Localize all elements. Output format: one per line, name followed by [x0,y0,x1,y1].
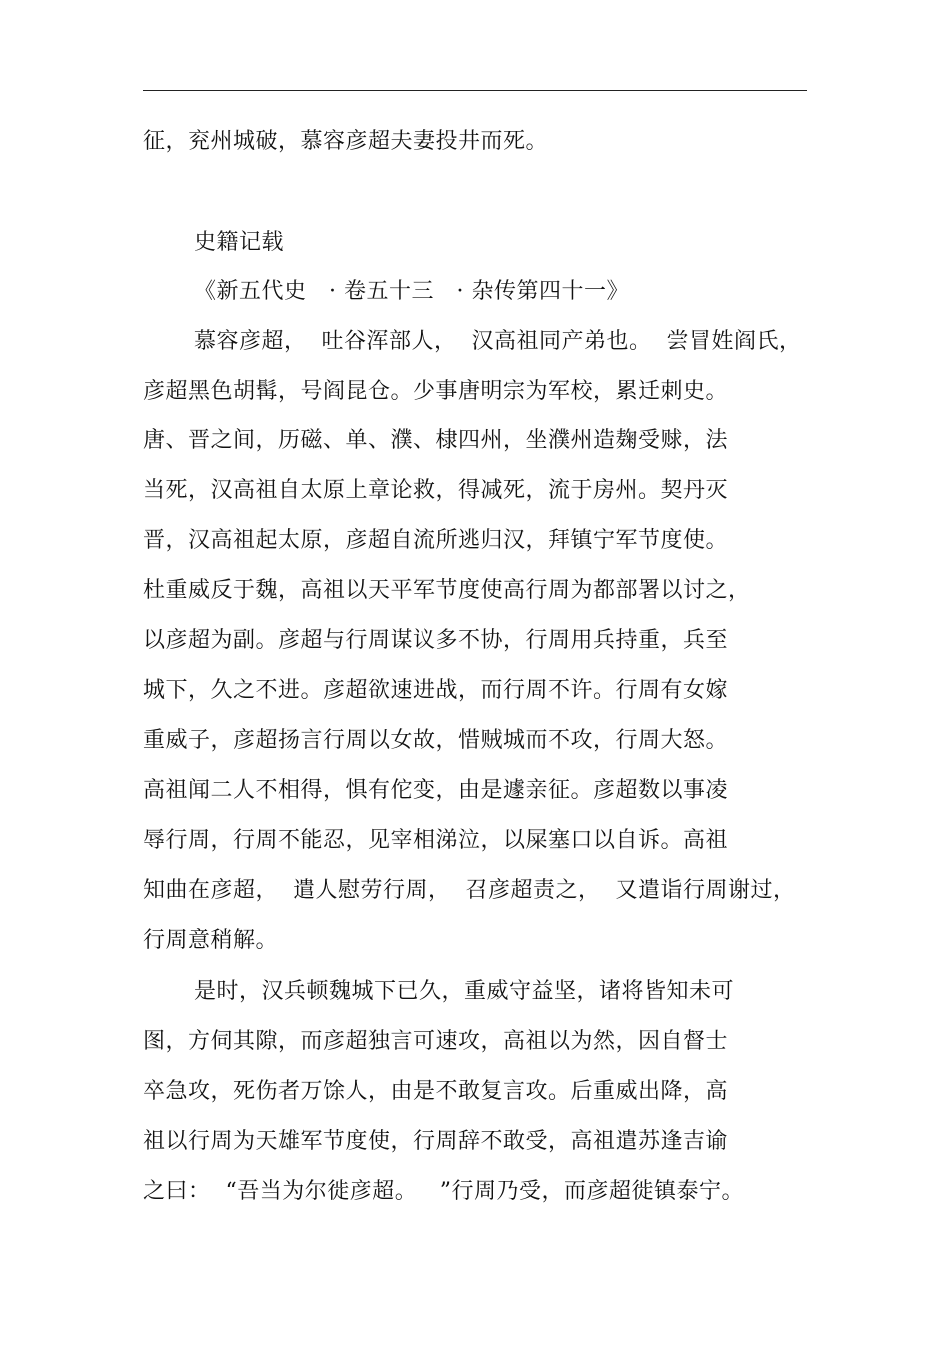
paragraph-1-line-5: 晋，汉高祖起太原，彦超自流所逃归汉，拜镇宁军节度使。 [143,528,729,553]
paragraph-1-line-6: 杜重威反于魏，高祖以天平军节度使高行周为都部署以讨之， [143,578,751,603]
top-line: 征，兖州城破，慕容彦超夫妻投井而死。 [143,129,549,154]
section-heading: 史籍记载 [194,230,285,255]
paragraph-2-line-2: 图，方伺其隙，而彦超独言可速攻，高祖以为然，因自督士 [143,1029,729,1054]
paragraph-1-line-11: 辱行周，行周不能忍，见宰相涕泣，以屎塞口以自诉。高祖 [143,828,729,853]
paragraph-1-line-10: 高祖闻二人不相得，惧有佗变，由是遽亲征。彦超数以事凌 [143,778,729,803]
paragraph-1-line-8: 城下，久之不进。彦超欲速进战，而行周不许。行周有女嫁 [143,678,729,703]
paragraph-1-line-7: 以彦超为副。彦超与行周谋议多不协，行周用兵持重，兵至 [143,628,729,653]
paragraph-1-line-12: 知曲在彦超， 遣人慰劳行周， 召彦超责之， 又遣诣行周谢过， [143,878,796,903]
paragraph-1-line-2: 彦超黑色胡髯，号阎昆仓。少事唐明宗为军校，累迁刺史。 [143,379,729,404]
paragraph-1-line-13: 行周意稍解。 [143,928,279,953]
paragraph-1-line-9: 重威子，彦超扬言行周以女故，惜贼城而不攻，行周大怒。 [143,728,729,753]
paragraph-2-line-5: 之曰： “吾当为尔徙彦超。 ”行周乃受，而彦超徙镇泰宁。 [143,1179,744,1204]
header-rule [143,90,807,91]
paragraph-1-line-1: 慕容彦超， 吐谷浑部人， 汉高祖同产弟也。 尝冒姓阎氏， [194,329,802,354]
paragraph-2-line-3: 卒急攻，死伤者万馀人，由是不敢复言攻。后重威出降，高 [143,1079,729,1104]
paragraph-1-line-4: 当死，汉高祖自太原上章论救，得减死，流于房州。契丹灭 [143,478,729,503]
paragraph-2-line-1: 是时，汉兵顿魏城下已久，重威守益坚，诸将皆知未可 [194,979,735,1004]
paragraph-2-line-4: 祖以行周为天雄军节度使，行周辞不敢受，高祖遣苏逢吉谕 [143,1129,729,1154]
source-title: 《新五代史 · 卷五十三 · 杂传第四十一》 [194,279,629,304]
paragraph-1-line-3: 唐、晋之间，历磁、单、濮、棣四州，坐濮州造麹受赇，法 [143,428,729,453]
